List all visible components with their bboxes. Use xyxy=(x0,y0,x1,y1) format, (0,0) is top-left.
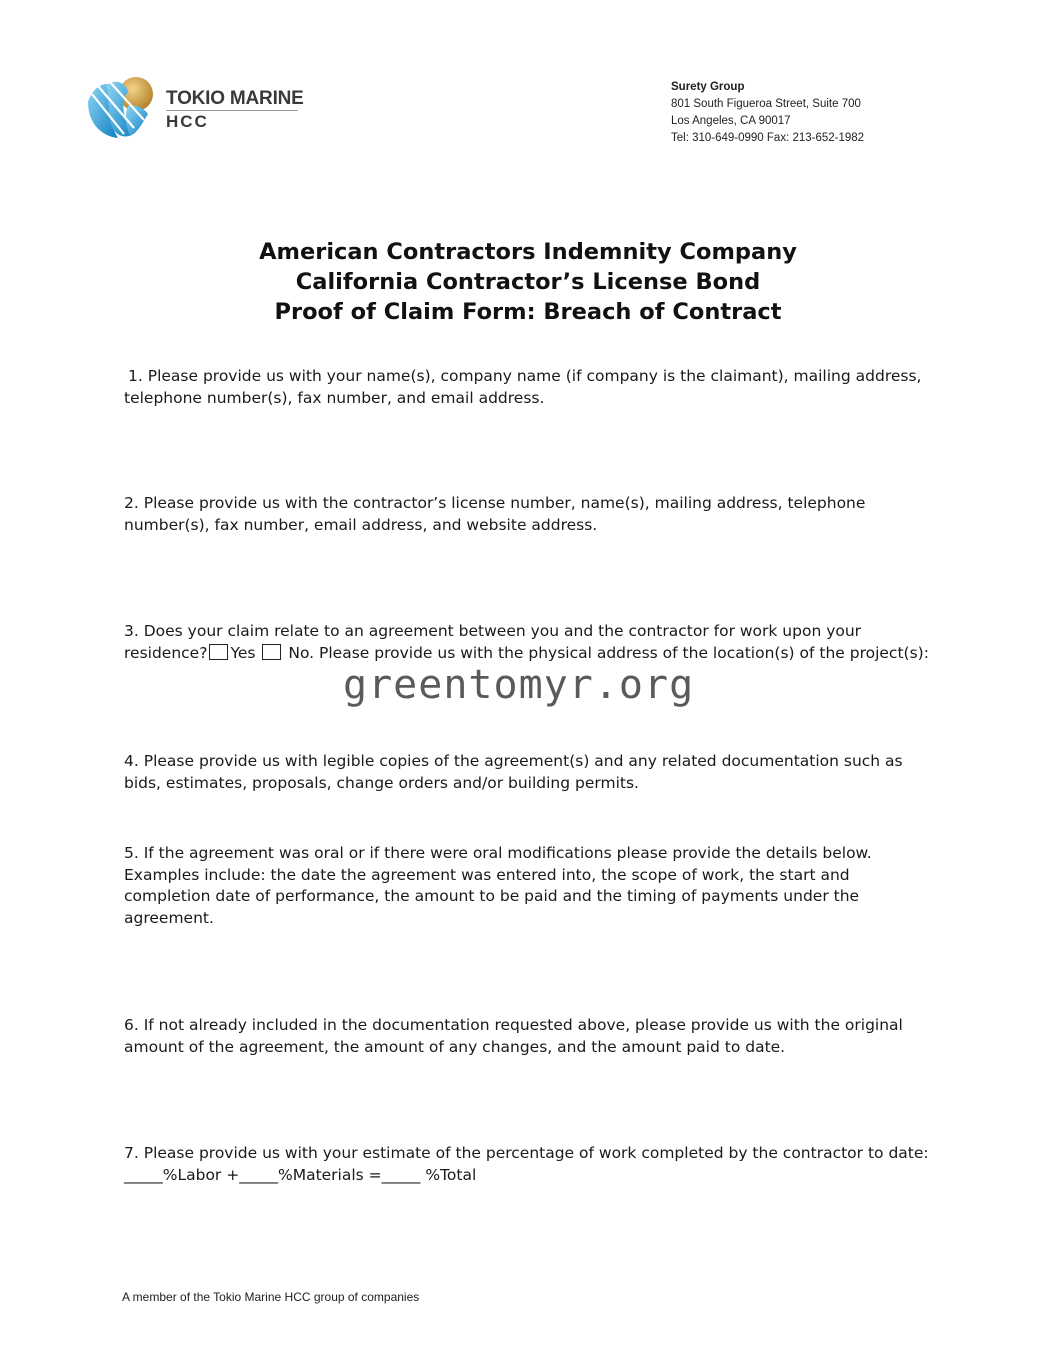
logo-emblem-icon xyxy=(84,72,156,144)
logo-text-tokio-marine: TOKIO MARINE xyxy=(166,88,304,109)
no-checkbox[interactable] xyxy=(262,644,281,660)
yes-label: Yes xyxy=(230,643,256,662)
question-2: 2. Please provide us with the contractor’s license number, name(s), mailing address, telephone number(s), fax number, email address, and website address. xyxy=(124,494,866,534)
logo-divider xyxy=(166,110,298,111)
question-1: 1. Please provide us with your name(s), company name (if company is the claimant), mailing address, telephone number(s), fax number, and email address. xyxy=(124,367,922,407)
form-title-block xyxy=(0,237,1056,327)
question-5: 5. If the agreement was oral or if there were oral modifications please provide the details below. Examples include: the date the agreement was entered into, the scope of work, the start and completion date of performance, the amount to be paid and the timing of payments under the agreement. xyxy=(124,844,872,928)
question-3-intro: 3. Does your claim relate to an agreement between you and the contractor for work upon your residence? xyxy=(124,622,862,662)
watermark: greentomyr.org xyxy=(343,662,695,708)
no-label: No. xyxy=(288,643,315,662)
company-address-block xyxy=(671,79,864,147)
address-city: Los Angeles, CA 90017 xyxy=(671,115,791,127)
footer-note: A member of the Tokio Marine HCC group of companies xyxy=(122,1290,420,1304)
question-4: 4. Please provide us with legible copies of the agreement(s) and any related documentation such as bids, estimates, proposals, change orders and/or building permits. xyxy=(124,752,903,792)
title-company: American Contractors Indemnity Company xyxy=(259,239,797,265)
question-3-rest: Please provide us with the physical address of the location(s) of the project(s): xyxy=(319,643,929,662)
address-street: 801 South Figueroa Street, Suite 700 xyxy=(671,98,861,110)
question-6: 6. If not already included in the documentation requested above, please provide us with the original amount of the agreement, the amount of any changes, and the amount paid to date. xyxy=(124,1016,903,1056)
address-phone-fax: Tel: 310-649-0990 Fax: 213-652-1982 xyxy=(671,132,865,144)
question-3 xyxy=(124,621,929,664)
title-form: Proof of Claim Form: Breach of Contract xyxy=(274,299,782,325)
question-7: 7. Please provide us with your estimate of the percentage of work completed by the contractor to date: _____%Labor +_____%Materials =_____ %Total xyxy=(124,1144,929,1184)
address-group-name: Surety Group xyxy=(671,81,745,93)
yes-checkbox[interactable] xyxy=(209,644,228,660)
logo-text-hcc: HCC xyxy=(166,112,209,131)
company-logo xyxy=(84,72,304,144)
title-bond: California Contractor’s License Bond xyxy=(295,269,761,295)
